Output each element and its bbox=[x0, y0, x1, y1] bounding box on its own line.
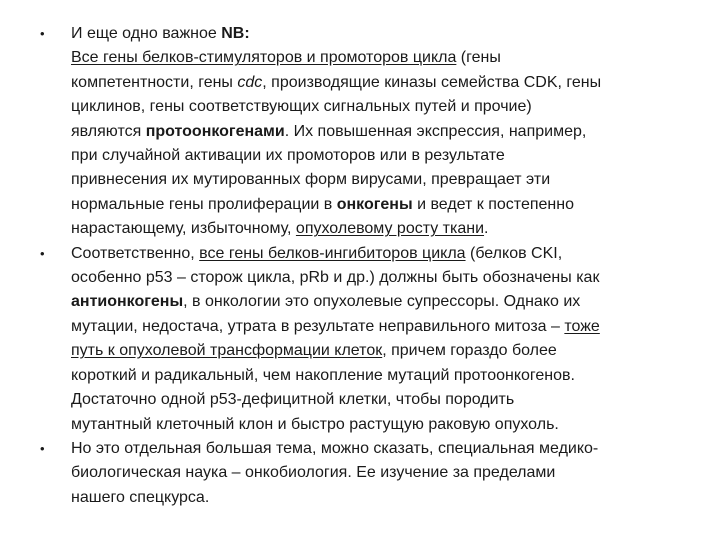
text-segment: циклинов, гены соответствующих сигнальных путей и прочие) bbox=[71, 98, 532, 116]
bullet-2-lines bbox=[71, 242, 682, 437]
text-segment: короткий и радикальный, чем накопление мутаций протоонкогенов. bbox=[71, 366, 575, 384]
text-line bbox=[71, 266, 682, 290]
text-segment: нарастающему, избыточному, bbox=[71, 220, 296, 238]
text-segment: нашего спецкурса. bbox=[71, 488, 210, 506]
bullet-dot-icon: • bbox=[40, 440, 45, 456]
text-line bbox=[71, 364, 682, 388]
underlined-text: опухолевому росту ткани bbox=[295, 220, 485, 238]
text-segment: являются bbox=[71, 122, 146, 140]
text-segment: (гены bbox=[456, 49, 501, 67]
text-segment: , производящие киназы семейства CDK, гены bbox=[262, 73, 602, 91]
bullet-dot-icon: • bbox=[40, 245, 45, 261]
bullet-item-1 bbox=[40, 22, 682, 242]
text-line bbox=[71, 120, 682, 144]
underlined-text: Все гены белков-стимуляторов и промоторов цикла bbox=[71, 49, 457, 67]
bullet-intro bbox=[71, 22, 682, 46]
text-line bbox=[71, 242, 682, 266]
underlined-text: тоже bbox=[564, 317, 600, 335]
text-segment: , в онкологии это опухолевые супрессоры. Однако их bbox=[183, 293, 581, 311]
text-line bbox=[71, 46, 682, 70]
text-line bbox=[71, 217, 682, 241]
text-line bbox=[71, 71, 682, 95]
text-segment: при случайной активации их промоторов или в результате bbox=[71, 147, 505, 165]
text-line bbox=[71, 437, 682, 461]
text-line bbox=[71, 193, 682, 217]
text-line bbox=[71, 461, 682, 485]
text-segment: компетентности, гены bbox=[71, 73, 238, 91]
bullet-item-3 bbox=[40, 437, 682, 510]
text-segment: привнесения их мутированных форм вирусами, превращает эти bbox=[71, 171, 551, 189]
text-line bbox=[71, 290, 682, 314]
bullet-1-lines bbox=[71, 46, 682, 241]
bold-term: онкогены bbox=[336, 195, 413, 213]
text-line bbox=[71, 168, 682, 192]
text-segment: особенно p53 – сторож цикла, pRb и др.) должны быть обозначены как bbox=[71, 269, 600, 287]
intro-text: И еще одно важное bbox=[71, 25, 222, 42]
text-segment: Достаточно одной p53-дефицитной клетки, чтобы породить bbox=[71, 391, 515, 409]
intro-nb: NB: bbox=[221, 25, 250, 42]
bullet-dot-icon: • bbox=[40, 26, 45, 41]
text-line bbox=[71, 486, 682, 510]
text-segment: (белков CKI, bbox=[465, 244, 563, 262]
bold-term: протоонкогенами bbox=[145, 122, 285, 140]
text-segment: . bbox=[484, 220, 489, 238]
text-line bbox=[71, 315, 682, 339]
bullet-3-lines bbox=[71, 437, 682, 510]
text-line bbox=[71, 339, 682, 363]
italic-term: cdc bbox=[237, 73, 263, 91]
text-segment: Но это отдельная большая тема, можно сказать, специальная медико- bbox=[71, 439, 599, 457]
text-segment: мутации, недостача, утрата в результате неправильного митоза – bbox=[71, 317, 565, 335]
bullet-list bbox=[40, 22, 682, 510]
text-segment: . Их повышенная экспрессия, например, bbox=[284, 122, 587, 140]
text-segment: , причем гораздо более bbox=[382, 342, 557, 360]
text-segment: Соответственно, bbox=[71, 244, 200, 262]
text-line bbox=[71, 388, 682, 412]
bold-term: антионкогены bbox=[71, 293, 184, 311]
bullet-item-2 bbox=[40, 242, 682, 437]
text-line bbox=[71, 144, 682, 168]
text-line bbox=[71, 413, 682, 437]
text-line bbox=[71, 95, 682, 119]
underlined-text: путь к опухолевой трансформации клеток bbox=[71, 342, 383, 360]
text-segment: биологическая наука – онкобиология. Ее изучение за пределами bbox=[71, 464, 556, 482]
text-segment: и ведет к постепенно bbox=[412, 195, 574, 213]
text-segment: мутантный клеточный клон и быстро растущую раковую опухоль. bbox=[71, 415, 559, 433]
text-segment: нормальные гены пролиферации в bbox=[71, 195, 337, 213]
underlined-text: все гены белков-ингибиторов цикла bbox=[199, 244, 466, 262]
